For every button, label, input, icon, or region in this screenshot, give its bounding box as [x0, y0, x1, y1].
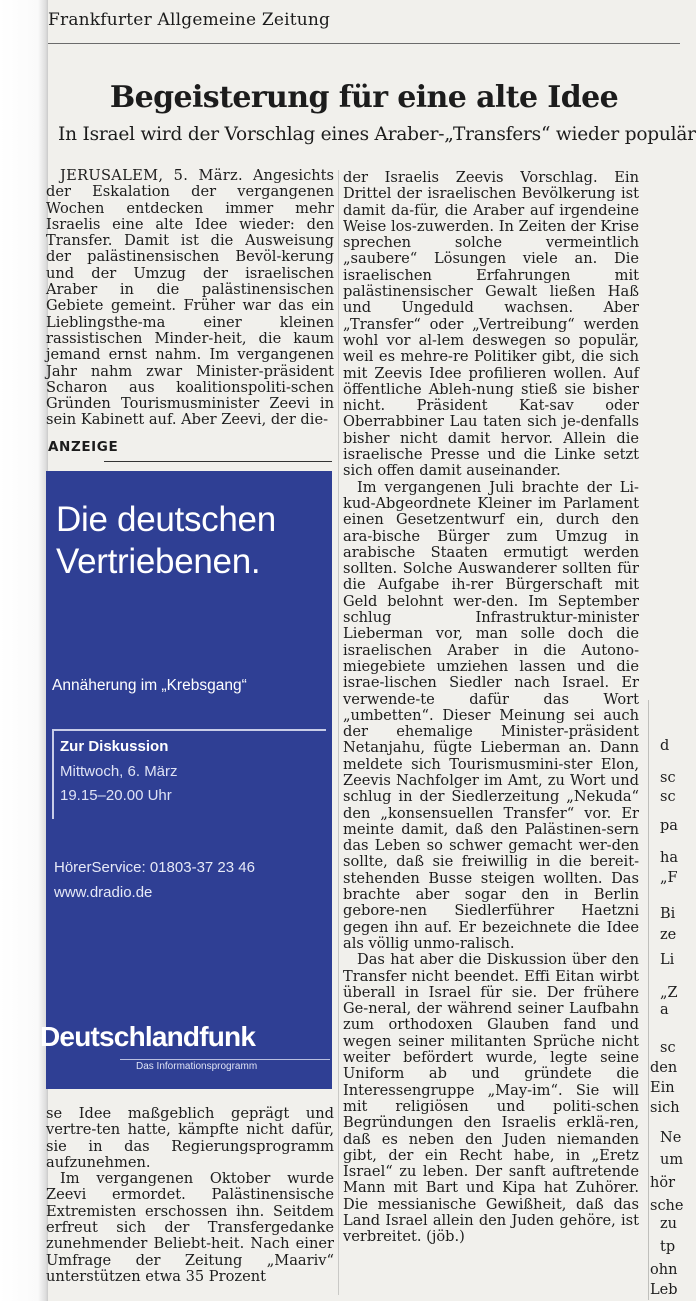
article-column-1-top	[46, 168, 334, 429]
masthead-rule	[48, 43, 680, 44]
ad-event-box	[52, 729, 326, 819]
column-separator	[338, 170, 339, 1295]
ad-subtitle: Annäherung im „Krebsgang“	[52, 677, 247, 694]
adjacent-fragment-text: um	[660, 1152, 684, 1168]
adjacent-fragment-text: zu	[660, 1216, 677, 1232]
adjacent-fragment-text: Ne	[660, 1130, 682, 1146]
adjacent-fragment-text: Ein	[650, 1080, 675, 1096]
column-2-paragraph-2: Im vergangenen Juli brachte der Li-kud-Abgeordnete Kleiner im Parlament einen Gesetzentwurf ein, durch den ara-bische Bürger zum Umzug in arabische Staaten ermutigt werden sollten. Solche Auswanderer sollten für die Aufgabe ih-rer Bürgerschaft mit Geld belohnt wer-den. Im September schlug Infrastruktur-minister Lieberman vor, man solle doch die israelischen Araber in die Autono-miegebiete umziehen lassen und die israe-lischen Siedler nach Israel. Er verwende-te dafür das Wort „umbetten“. Dieser Meinung sei auch der ehemalige Minister-präsident Netanjahu, fügte Lieberman an. Dann meldete sich Tourismusmini-ster Elon, Zeevis Nachfolger im Amt, zu Wort und schlug in der Siedlerzeitung „Nekuda“ den „konsensuellen Transfer“ vor. Er meinte damit, daß den Palästinen-sern das Leben so schwer gemacht wer-den sollte, daß sie freiwillig in die bereit-stehenden Busse steigen wollten. Das brachte aber sogar den in Berlin gebore-nen Siedlerführer Haetzni gegen ihn auf. Er bezeichnete die Idee als völlig unmo-ralisch.	[343, 478, 639, 952]
column-1-paragraph-2: Im vergangenen Oktober wurde Zeevi ermordet. Palästinensische Extremisten erschossen ihn. Seitdem erfreut sich der Transfergedanke zunehmender Beliebt-heit. Nach einer Umfrage der Zeitung „Maariv“ unterstützen etwa 35 Prozent	[46, 1170, 334, 1285]
ad-event-time: 19.15–20.00 Uhr	[60, 787, 172, 804]
article-column-2	[343, 170, 639, 1246]
column-1-text: Angesichts der Eskalation der vergangenen Wochen entdecken immer mehr Israelis eine alte Idee wieder: den Transfer. Damit ist die Ausweisung der palästinensischen Bevöl-kerung und der Umzug der israelischen Araber in die palästinensischen Gebiete gemeint. Früher war das ein Lieblingsthe-ma einer kleinen rassistischen Minder-heit, die kaum jemand ernst nahm. Im vergangenen Jahr nahm zwar Minister-präsident Scharon aus koalitionspoliti-schen Gründen Tourismusminister Zeevi in sein Kabinett auf. Aber Zeevi, der die-	[46, 167, 334, 429]
adjacent-fragment-text: ohn	[650, 1262, 678, 1278]
ad-phone: HörerService: 01803-37 23 46	[54, 859, 255, 876]
page-edge	[0, 0, 48, 1301]
column-2-paragraph-3: Das hat aber die Diskussion über den Transfer nicht beendet. Effi Eitan wirbt überall in Israel für sie. Der frühere Ge-neral, der während seiner Laufbahn zum orthodoxen Glauben fand und wegen seiner militanten Sprüche nicht weiter befördert wurde, legte seine Uniform ab und gründete die Interessengruppe „May-im“. Sie will mit religiösen und politi-schen Begründungen den Israelis erklä-ren, daß es neben den Juden niemanden gibt, der ein Recht habe, in „Eretz Israel“ zu leben. Der sanft auftretende Mann mit Bart und Kipa hat Zuhörer. Die messianische Gewißheit, daß das Land Israel allein den Juden gehöre, ist verbreitet. (jöb.)	[343, 951, 639, 1246]
adjacent-fragment-text: sc	[660, 770, 676, 786]
adjacent-fragment-text: sc	[660, 789, 676, 805]
ad-event-heading: Zur Diskussion	[60, 738, 169, 755]
adjacent-fragment-text: Leb	[650, 1282, 678, 1298]
adjacent-fragment-text: pa	[660, 818, 678, 834]
article-subheadline: In Israel wird der Vorschlag eines Araber-„Transfers“ wieder populär	[58, 124, 696, 145]
ad-event-date: Mittwoch, 6. März	[60, 763, 178, 780]
ad-website: www.dradio.de	[54, 884, 153, 901]
adjacent-article-fragment	[646, 0, 684, 1301]
adjacent-fragment-text: a	[660, 1002, 669, 1018]
ad-tagline-rule	[120, 1059, 330, 1060]
adjacent-fragment-text: hör	[650, 1175, 675, 1191]
adjacent-fragment-text: Bi	[660, 906, 676, 922]
ad-title-line-2: Vertriebenen.	[56, 542, 261, 581]
adjacent-fragment-text: „Z	[660, 985, 678, 1001]
adjacent-fragment-text: den	[650, 1060, 678, 1076]
adjacent-fragment-text: sche	[650, 1198, 684, 1214]
adjacent-fragment-text: tp	[660, 1239, 676, 1255]
article-column-1-bottom	[46, 1106, 334, 1285]
ad-label: ANZEIGE	[48, 439, 119, 455]
column-2-paragraph-1: der Israelis Zeevis Vorschlag. Ein Drittel der israelischen Bevölkerung ist damit da-für, die Araber auf irgendeine Weise los-zuwerden. In Zeiten der Krise sprechen solche vermeintlich „saubere“ Lösungen viele an. Die israelischen Erfahrungen mit palästinensischer Gewalt ließen Haß und Ungeduld wachsen. Aber „Transfer“ oder „Vertreibung“ werden wohl vor al-lem deswegen so populär, weil es mehre-re Politiker gibt, die sich mit Zeevis Idee profilieren wollen. Auf öffentliche Ableh-nung stieß sie bisher nicht. Präsident Kat-sav oder Oberrabbiner Lau taten sich je-denfalls bisher nicht damit hervor. Allein die israelische Presse und die Linke setzt sich offen damit auseinander.	[343, 169, 639, 480]
deutschlandfunk-advertisement	[40, 471, 332, 1089]
ad-title-line-1: Die deutschen	[56, 500, 276, 539]
adjacent-fragment-text: ha	[660, 850, 678, 866]
dateline: JERUSALEM, 5. März.	[60, 167, 243, 184]
article-headline: Begeisterung für eine alte Idee	[109, 80, 619, 115]
adjacent-fragment-text: „F	[660, 870, 678, 886]
column-1-continuation: se Idee maßgeblich geprägt und vertre-ten hatte, kämpfte nicht dafür, sie in das Regierungsprogramm aufzunehmen.	[46, 1105, 334, 1171]
ad-title	[56, 499, 276, 583]
adjacent-fragment-text: Li	[660, 952, 675, 968]
newspaper-masthead: Frankfurter Allgemeine Zeitung	[48, 10, 331, 30]
ad-label-rule	[104, 461, 332, 462]
adjacent-fragment-text: sc	[660, 1040, 676, 1056]
adjacent-fragment-text: ze	[660, 927, 677, 943]
ad-brand-logo: Deutschlandfunk	[40, 1021, 256, 1052]
ad-tagline: Das Informationsprogramm	[136, 1061, 258, 1072]
adjacent-fragment-text: sich	[650, 1100, 680, 1116]
adjacent-fragment-text: d	[660, 738, 670, 754]
